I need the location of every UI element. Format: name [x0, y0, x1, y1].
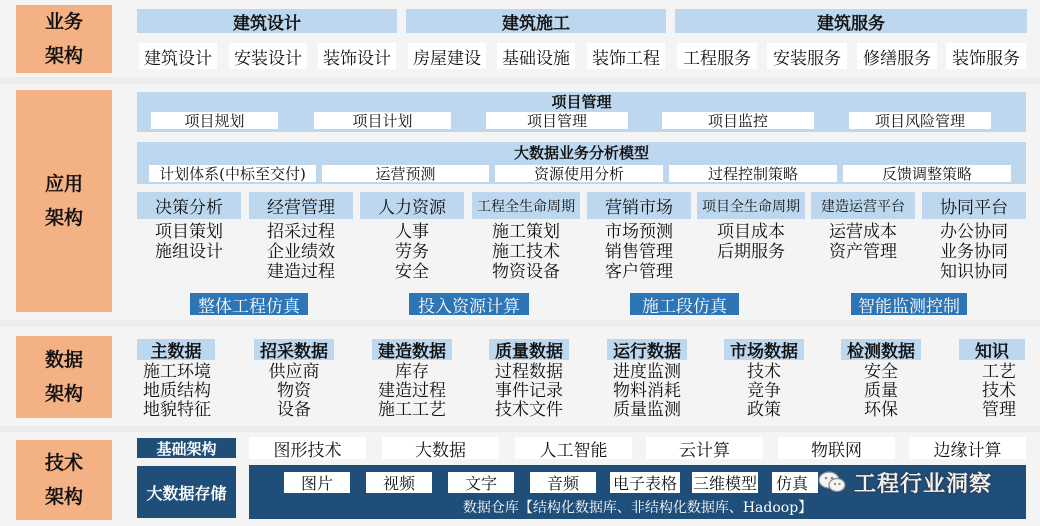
app-module-items	[472, 222, 580, 282]
app-bottom-tag: 施工段仿真	[630, 293, 739, 315]
data-category-header: 知识	[959, 339, 1025, 360]
app-module-items	[697, 222, 805, 262]
infra-item: 人工智能	[515, 437, 632, 459]
tech-arch-label	[16, 440, 112, 520]
data-item: 物料消耗	[613, 381, 681, 401]
app-bottom-tag: 智能监测控制	[851, 293, 967, 315]
data-item: 过程数据	[495, 362, 563, 382]
app-module-item: 销售管理	[605, 242, 673, 262]
app-module-header: 经营管理	[249, 192, 353, 219]
business-item: 修缮服务	[857, 43, 937, 69]
business-group-header: 建筑设计	[137, 9, 397, 33]
project-mgmt-item: 项目计划	[314, 112, 451, 129]
data-category-items	[841, 363, 921, 420]
data-category-items	[372, 363, 452, 420]
storage-item: 仿真	[772, 472, 818, 493]
data-category-header: 主数据	[137, 339, 215, 360]
bigdata-model-item: 运营预测	[322, 165, 489, 182]
app-module-header: 工程全生命周期	[472, 192, 580, 219]
app-module-header: 协同平台	[922, 192, 1026, 219]
business-item: 安装服务	[767, 43, 847, 69]
data-item: 地质结构	[143, 381, 211, 401]
app-module-header: 决策分析	[137, 192, 241, 219]
app-module-header: 建造运营平台	[811, 192, 915, 219]
data-item: 库存	[395, 362, 429, 382]
bigdata-model-item: 过程控制策略	[669, 165, 837, 182]
data-item: 进度监测	[613, 362, 681, 382]
app-module-items	[587, 222, 691, 282]
storage-item: 音频	[530, 472, 596, 493]
app-module-item: 市场预测	[605, 222, 673, 242]
data-category-items	[724, 363, 804, 420]
data-item: 施工环境	[143, 362, 211, 382]
app-module-item: 安全	[395, 262, 429, 282]
app-bottom-tag: 投入资源计算	[409, 293, 529, 315]
app-module-item: 施组设计	[155, 242, 223, 262]
business-item: 建筑设计	[139, 43, 217, 69]
data-item: 建造过程	[378, 381, 446, 401]
data-category-header: 市场数据	[724, 339, 804, 360]
data-category-items	[959, 363, 1039, 420]
project-mgmt-item: 项目规划	[151, 112, 278, 129]
app-module-item: 项目成本	[717, 222, 785, 242]
business-item: 基础设施	[497, 43, 575, 69]
bigdata-model-item: 计划体系(中标至交付)	[149, 165, 316, 182]
business-label-line2: 架构	[44, 45, 83, 67]
data-item: 环保	[864, 400, 898, 420]
app-bottom-tag: 整体工程仿真	[190, 293, 308, 315]
storage-item: 图片	[284, 472, 350, 493]
data-label-line1: 数据	[44, 349, 83, 371]
app-module-item: 施工策划	[492, 222, 560, 242]
infra-item: 大数据	[382, 437, 499, 459]
app-module-header: 项目全生命周期	[697, 192, 805, 219]
watermark-text: 工程行业洞察	[854, 471, 993, 497]
app-module-item: 资产管理	[829, 242, 897, 262]
data-category-items	[137, 363, 217, 420]
data-item: 竞争	[747, 381, 781, 401]
tech-label-line1: 技术	[44, 452, 83, 474]
data-item: 事件记录	[495, 381, 563, 401]
data-item: 供应商	[268, 362, 320, 382]
business-group-header: 建筑施工	[406, 9, 666, 33]
data-category-header: 建造数据	[372, 339, 452, 360]
data-item: 安全	[864, 362, 898, 382]
app-module-item: 物资设备	[492, 262, 560, 282]
data-item: 技术文件	[495, 400, 563, 420]
business-item: 工程服务	[677, 43, 757, 69]
app-module-item: 项目策划	[155, 222, 223, 242]
storage-item: 文字	[448, 472, 514, 493]
app-module-item: 招采过程	[267, 222, 335, 242]
app-module-item: 业务协同	[940, 242, 1008, 262]
business-item: 装饰工程	[587, 43, 665, 69]
data-item: 管理	[982, 400, 1016, 420]
bigdata-storage-label: 大数据存储	[137, 466, 236, 518]
business-item: 装饰设计	[318, 43, 396, 69]
app-module-item: 办公协同	[940, 222, 1008, 242]
data-item: 政策	[747, 400, 781, 420]
watermark	[818, 466, 1018, 498]
app-module-item: 后期服务	[717, 242, 785, 262]
data-category-header: 运行数据	[607, 339, 687, 360]
app-module-item: 人事	[395, 222, 429, 242]
data-label-line2: 架构	[44, 383, 83, 405]
tech-label-line2: 架构	[44, 486, 83, 508]
bigdata-model-item: 资源使用分析	[495, 165, 663, 182]
project-mgmt-item: 项目监控	[662, 112, 814, 129]
data-item: 质量	[864, 381, 898, 401]
project-management-title: 项目管理	[551, 93, 612, 111]
app-module-item: 客户管理	[605, 262, 673, 282]
app-module-items	[137, 222, 241, 262]
app-module-item: 施工技术	[492, 242, 560, 262]
app-module-items	[249, 222, 353, 282]
data-arch-label	[16, 336, 112, 418]
app-module-item: 运营成本	[829, 222, 897, 242]
data-item: 技术	[982, 381, 1016, 401]
data-category-header: 质量数据	[489, 339, 569, 360]
data-category-items	[607, 363, 687, 420]
storage-item: 电子表格	[610, 472, 680, 493]
infrastructure-label: 基础架构	[137, 438, 236, 458]
data-item: 设备	[277, 400, 311, 420]
data-item: 工艺	[982, 362, 1016, 382]
project-mgmt-item: 项目风险管理	[849, 112, 991, 129]
app-module-item: 知识协同	[940, 262, 1008, 282]
business-arch-label	[16, 5, 112, 73]
application-label-line2: 架构	[44, 207, 83, 229]
data-item: 地貌特征	[143, 400, 211, 420]
bigdata-model-item: 反馈调整策略	[843, 165, 1011, 182]
infra-item: 物联网	[778, 437, 895, 459]
data-category-header: 招采数据	[254, 339, 334, 360]
data-item: 物资	[277, 381, 311, 401]
project-mgmt-item: 项目管理	[486, 112, 628, 129]
business-item: 安装设计	[229, 43, 307, 69]
business-item: 房屋建设	[408, 43, 486, 69]
application-label-line1: 应用	[44, 173, 83, 195]
data-item: 施工工艺	[378, 400, 446, 420]
wechat-icon	[818, 470, 846, 494]
app-module-items	[811, 222, 915, 262]
bigdata-model-title: 大数据业务分析模型	[513, 144, 649, 162]
business-group-header: 建筑服务	[675, 9, 1027, 33]
data-item: 质量监测	[613, 400, 681, 420]
application-arch-label	[16, 90, 112, 312]
data-category-items	[254, 363, 334, 420]
data-category-header: 检测数据	[841, 339, 921, 360]
business-item: 装饰服务	[946, 43, 1026, 69]
infra-item: 边缘计算	[909, 437, 1026, 459]
data-warehouse-text: 数据仓库【结构化数据库、非结构化数据库、Hadoop】	[462, 500, 813, 516]
infra-item: 云计算	[646, 437, 763, 459]
storage-item: 三维模型	[692, 474, 757, 493]
app-module-item: 劳务	[395, 242, 429, 262]
app-module-header: 营销市场	[587, 192, 691, 219]
infra-item: 图形技术	[249, 437, 366, 459]
app-module-header: 人力资源	[360, 192, 464, 219]
business-label-line1: 业务	[44, 11, 83, 33]
app-module-item: 企业绩效	[267, 242, 335, 262]
storage-item: 视频	[366, 472, 432, 493]
data-item: 技术	[747, 362, 781, 382]
data-category-items	[489, 363, 569, 420]
app-module-items	[922, 222, 1026, 282]
app-module-item: 建造过程	[267, 262, 335, 282]
app-module-items	[360, 222, 464, 282]
